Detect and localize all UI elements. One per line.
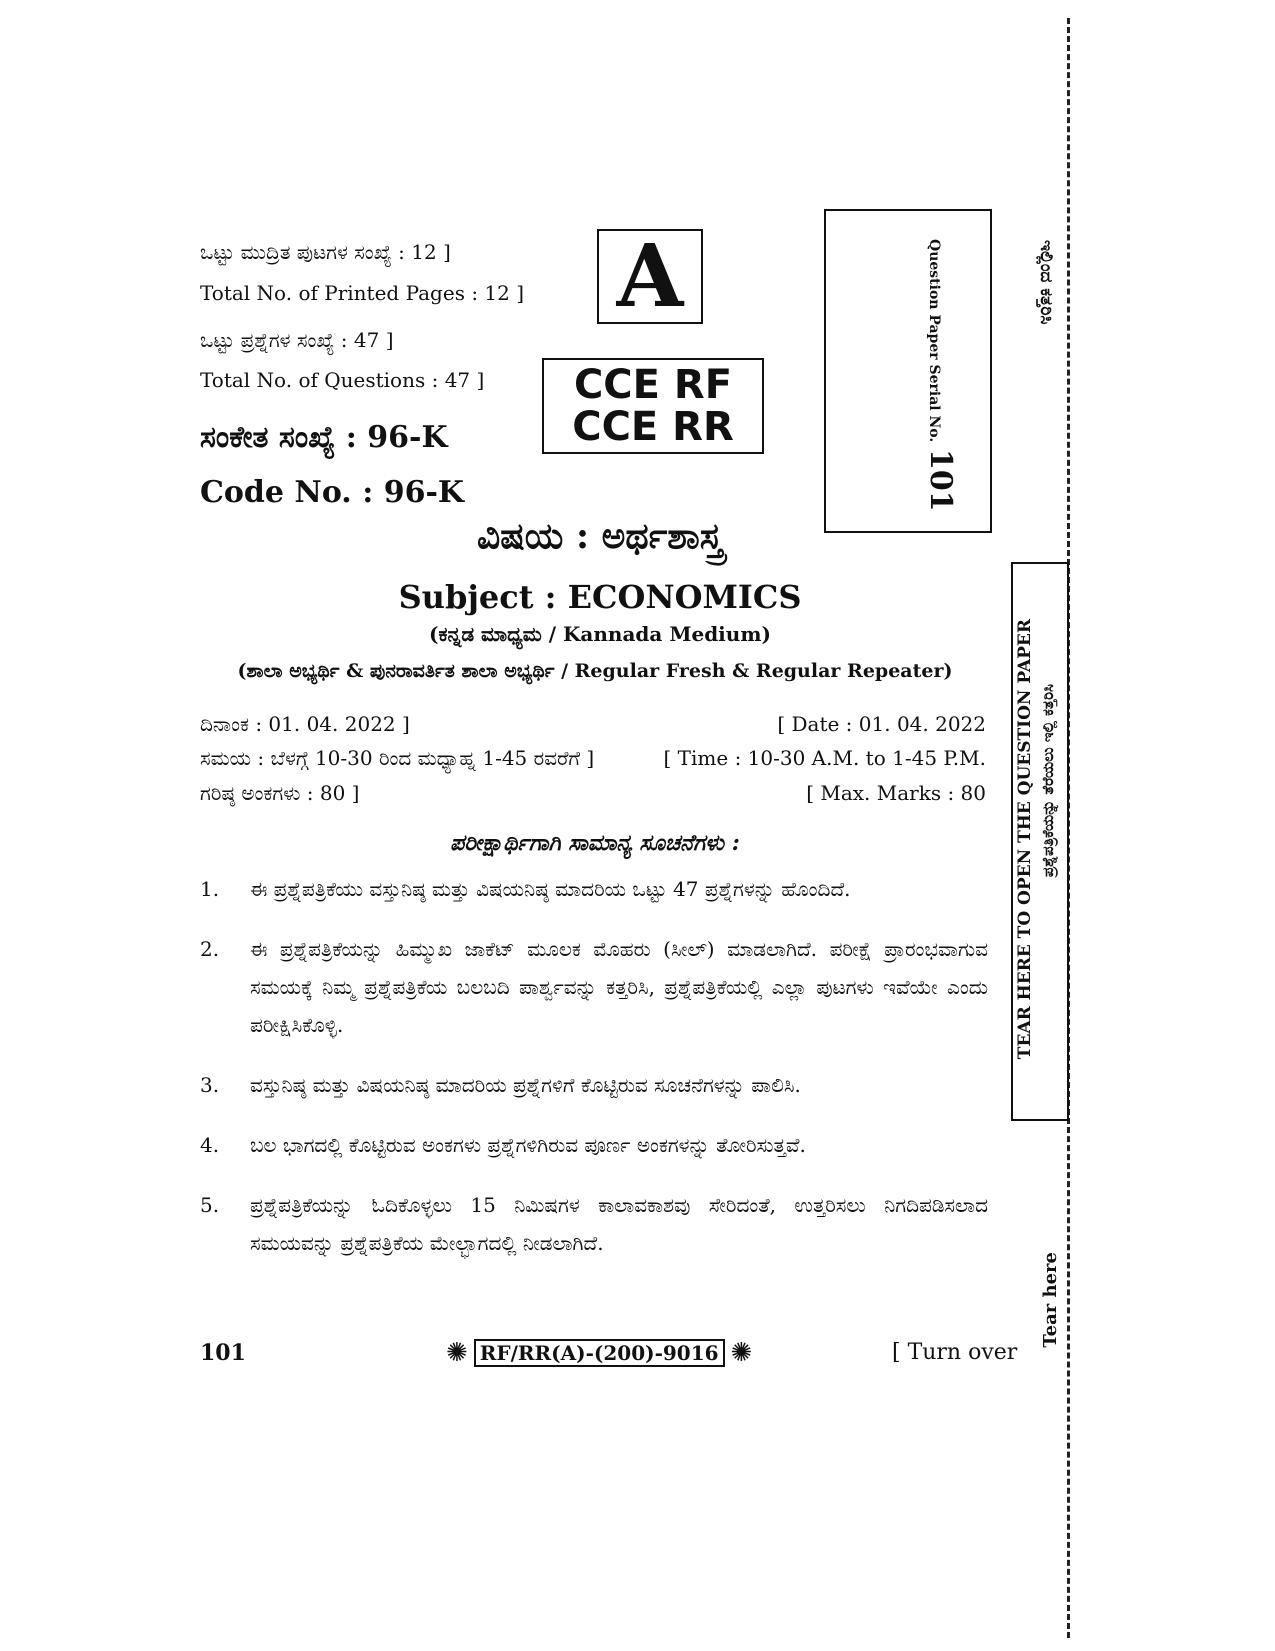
time-en: [ Time : 10-30 A.M. to 1-45 P.M. [663,746,986,770]
tear-box[interactable] [1011,562,1069,1121]
instruction-item: 5. ಪ್ರಶ್ನೆಪತ್ರಿಕೆಯನ್ನು ಓದಿಕೊಳ್ಳಲು 15 ನಿಮಿಷಗಳ ಕಾಲಾವಕಾಶವು ಸೇರಿದಂತೆ, ಉತ್ತರಿಸಲು ನಿಗದಿಪಡಿಸಲಾದ ಸಮಯವನ್ನು ಪ್ರಶ್ನೆಪತ್ರಿಕೆಯ ಮೇಲ್ಭಾಗದಲ್ಲಿ ನೀಡಲಾಗಿದೆ. [200,1193,988,1255]
medium: (ಕನ್ನಡ ಮಾಧ್ಯಮ / Kannada Medium) [429,622,771,646]
instruction-item: 2. ಈ ಪ್ರಶ್ನೆಪತ್ರಿಕೆಯನ್ನು ಹಿಮ್ಮುಖ ಜಾಕೆಟ್ ಮೂಲಕ ಮೊಹರು (ಸೀಲ್) ಮಾಡಲಾಗಿದೆ. ಪರೀಕ್ಷೆ ಪ್ರಾರಂಭವಾಗುವ ಸಮಯಕ್ಕೆ ನಿಮ್ಮ ಪ್ರಶ್ನೆಪತ್ರಿಕೆಯ ಬಲಬದಿ ಪಾರ್ಶ್ವವನ್ನು ಕತ್ತರಿಸಿ, ಪ್ರಶ್ನೆಪತ್ರಿಕೆಯಲ್ಲಿ ಎಲ್ಲಾ ಪುಟಗಳು ಇವೆಯೇ ಎಂದು ಪರೀಕ್ಷಿಸಿಕೊಳ್ಳಿ. [200,937,988,1037]
instruction-item: 4. ಬಲ ಭಾಗದಲ್ಲಿ ಕೊಟ್ಟಿರುವ ಅಂಕಗಳು ಪ್ರಶ್ನೆಗಳಿಗಿರುವ ಪೂರ್ಣ ಅಂಕಗಳನ್ನು ತೋರಿಸುತ್ತವೆ. [200,1133,806,1157]
series-code: RF/RR(A)-(200)-9016 [474,1339,725,1367]
max-marks-en: [ Max. Marks : 80 [806,781,986,805]
asterisk-icon: ✺ [446,1338,468,1368]
date-kn: ದಿನಾಂಕ : 01. 04. 2022 ] [200,712,410,736]
total-questions-kn: ಒಟ್ಟು ಪ್ರಶ್ನೆಗಳ ಸಂಖ್ಯೆ : 47 ] [200,328,394,352]
page-code: 101 [200,1340,246,1366]
tear-here-label: Tear here [1040,1252,1061,1348]
max-marks-kn: ಗರಿಷ್ಠ ಅಂಕಗಳು : 80 ] [200,781,360,805]
set-letter: A [616,225,684,327]
tear-instruction-en: TEAR HERE TO OPEN THE QUESTION PAPER [1015,619,1035,1060]
candidate-type: (ಶಾಲಾ ಅಭ್ಯರ್ಥಿ & ಪುನರಾವರ್ತಿತ ಶಾಲಾ ಅಭ್ಯರ್ಥಿ / Regular Fresh & Regular Repeater) [237,660,953,682]
printed-pages-kn: ಒಟ್ಟು ಮುದ್ರಿತ ಪುಟಗಳ ಸಂಖ್ಯೆ : 12 ] [200,240,451,264]
code-number-kn: ಸಂಕೇತ ಸಂಖ್ಯೆ : 96-K [200,420,448,455]
set-box [597,225,703,327]
instructions-heading: ಪರೀಕ್ಷಾರ್ಥಿಗಾಗಿ ಸಾಮಾನ್ಯ ಸೂಚನೆಗಳು : [450,830,740,856]
subject-kn: ವಿಷಯ : ಅರ್ಥಶಾಸ್ತ್ರ [477,515,723,557]
asterisk-icon: ✺ [730,1338,753,1368]
serial-box [824,209,992,533]
turn-over: [ Turn over [892,1340,1018,1365]
serial-number: 101 [923,449,958,512]
serial-label: Question Paper Serial No. [926,239,942,443]
instruction-item: 3. ವಸ್ತುನಿಷ್ಠ ಮತ್ತು ವಿಷಯನಿಷ್ಠ ಮಾದರಿಯ ಪ್ರಶ್ನೆಗಳಿಗೆ ಕೊಟ್ಟಿರುವ ಸೂಚನೆಗಳನ್ನು ಪಾಲಿಸಿ. [200,1073,801,1097]
tear-instruction-kn: ಪ್ರಶ್ನೆಪತ್ರಿಕೆಯನ್ನು ತೆರೆಯಲು ಇಲ್ಲಿ ಕತ್ತರಿಸಿ [1039,684,1057,878]
subject-en: Subject : ECONOMICS [398,578,802,616]
cce-line-1: CCE RF [573,362,733,408]
cce-box [542,358,764,454]
total-questions-en: Total No. of Questions : 47 ] [200,368,485,392]
series-block [446,1338,752,1368]
time-kn: ಸಮಯ : ಬೆಳಗ್ಗೆ 10-30 ರಿಂದ ಮಧ್ಯಾಹ್ನ 1-45 ರವರೆಗೆ ] [200,746,595,770]
printed-pages-en: Total No. of Printed Pages : 12 ] [200,281,525,305]
instruction-item: 1. ಈ ಪ್ರಶ್ನೆಪತ್ರಿಕೆಯು ವಸ್ತುನಿಷ್ಠ ಮತ್ತು ವಿಷಯನಿಷ್ಠ ಮಾದರಿಯ ಒಟ್ಟು 47 ಪ್ರಶ್ನೆಗಳನ್ನು ಹೊಂದಿದೆ. [200,877,851,901]
instructions-list [200,870,988,1262]
code-number-en: Code No. : 96-K [200,475,464,510]
cut-here-kn: ಇಲ್ಲಿಂದ ಕತ್ತರಿಸಿ [1036,240,1056,325]
date-en: [ Date : 01. 04. 2022 [777,712,986,736]
cce-line-2: CCE RR [572,404,734,450]
